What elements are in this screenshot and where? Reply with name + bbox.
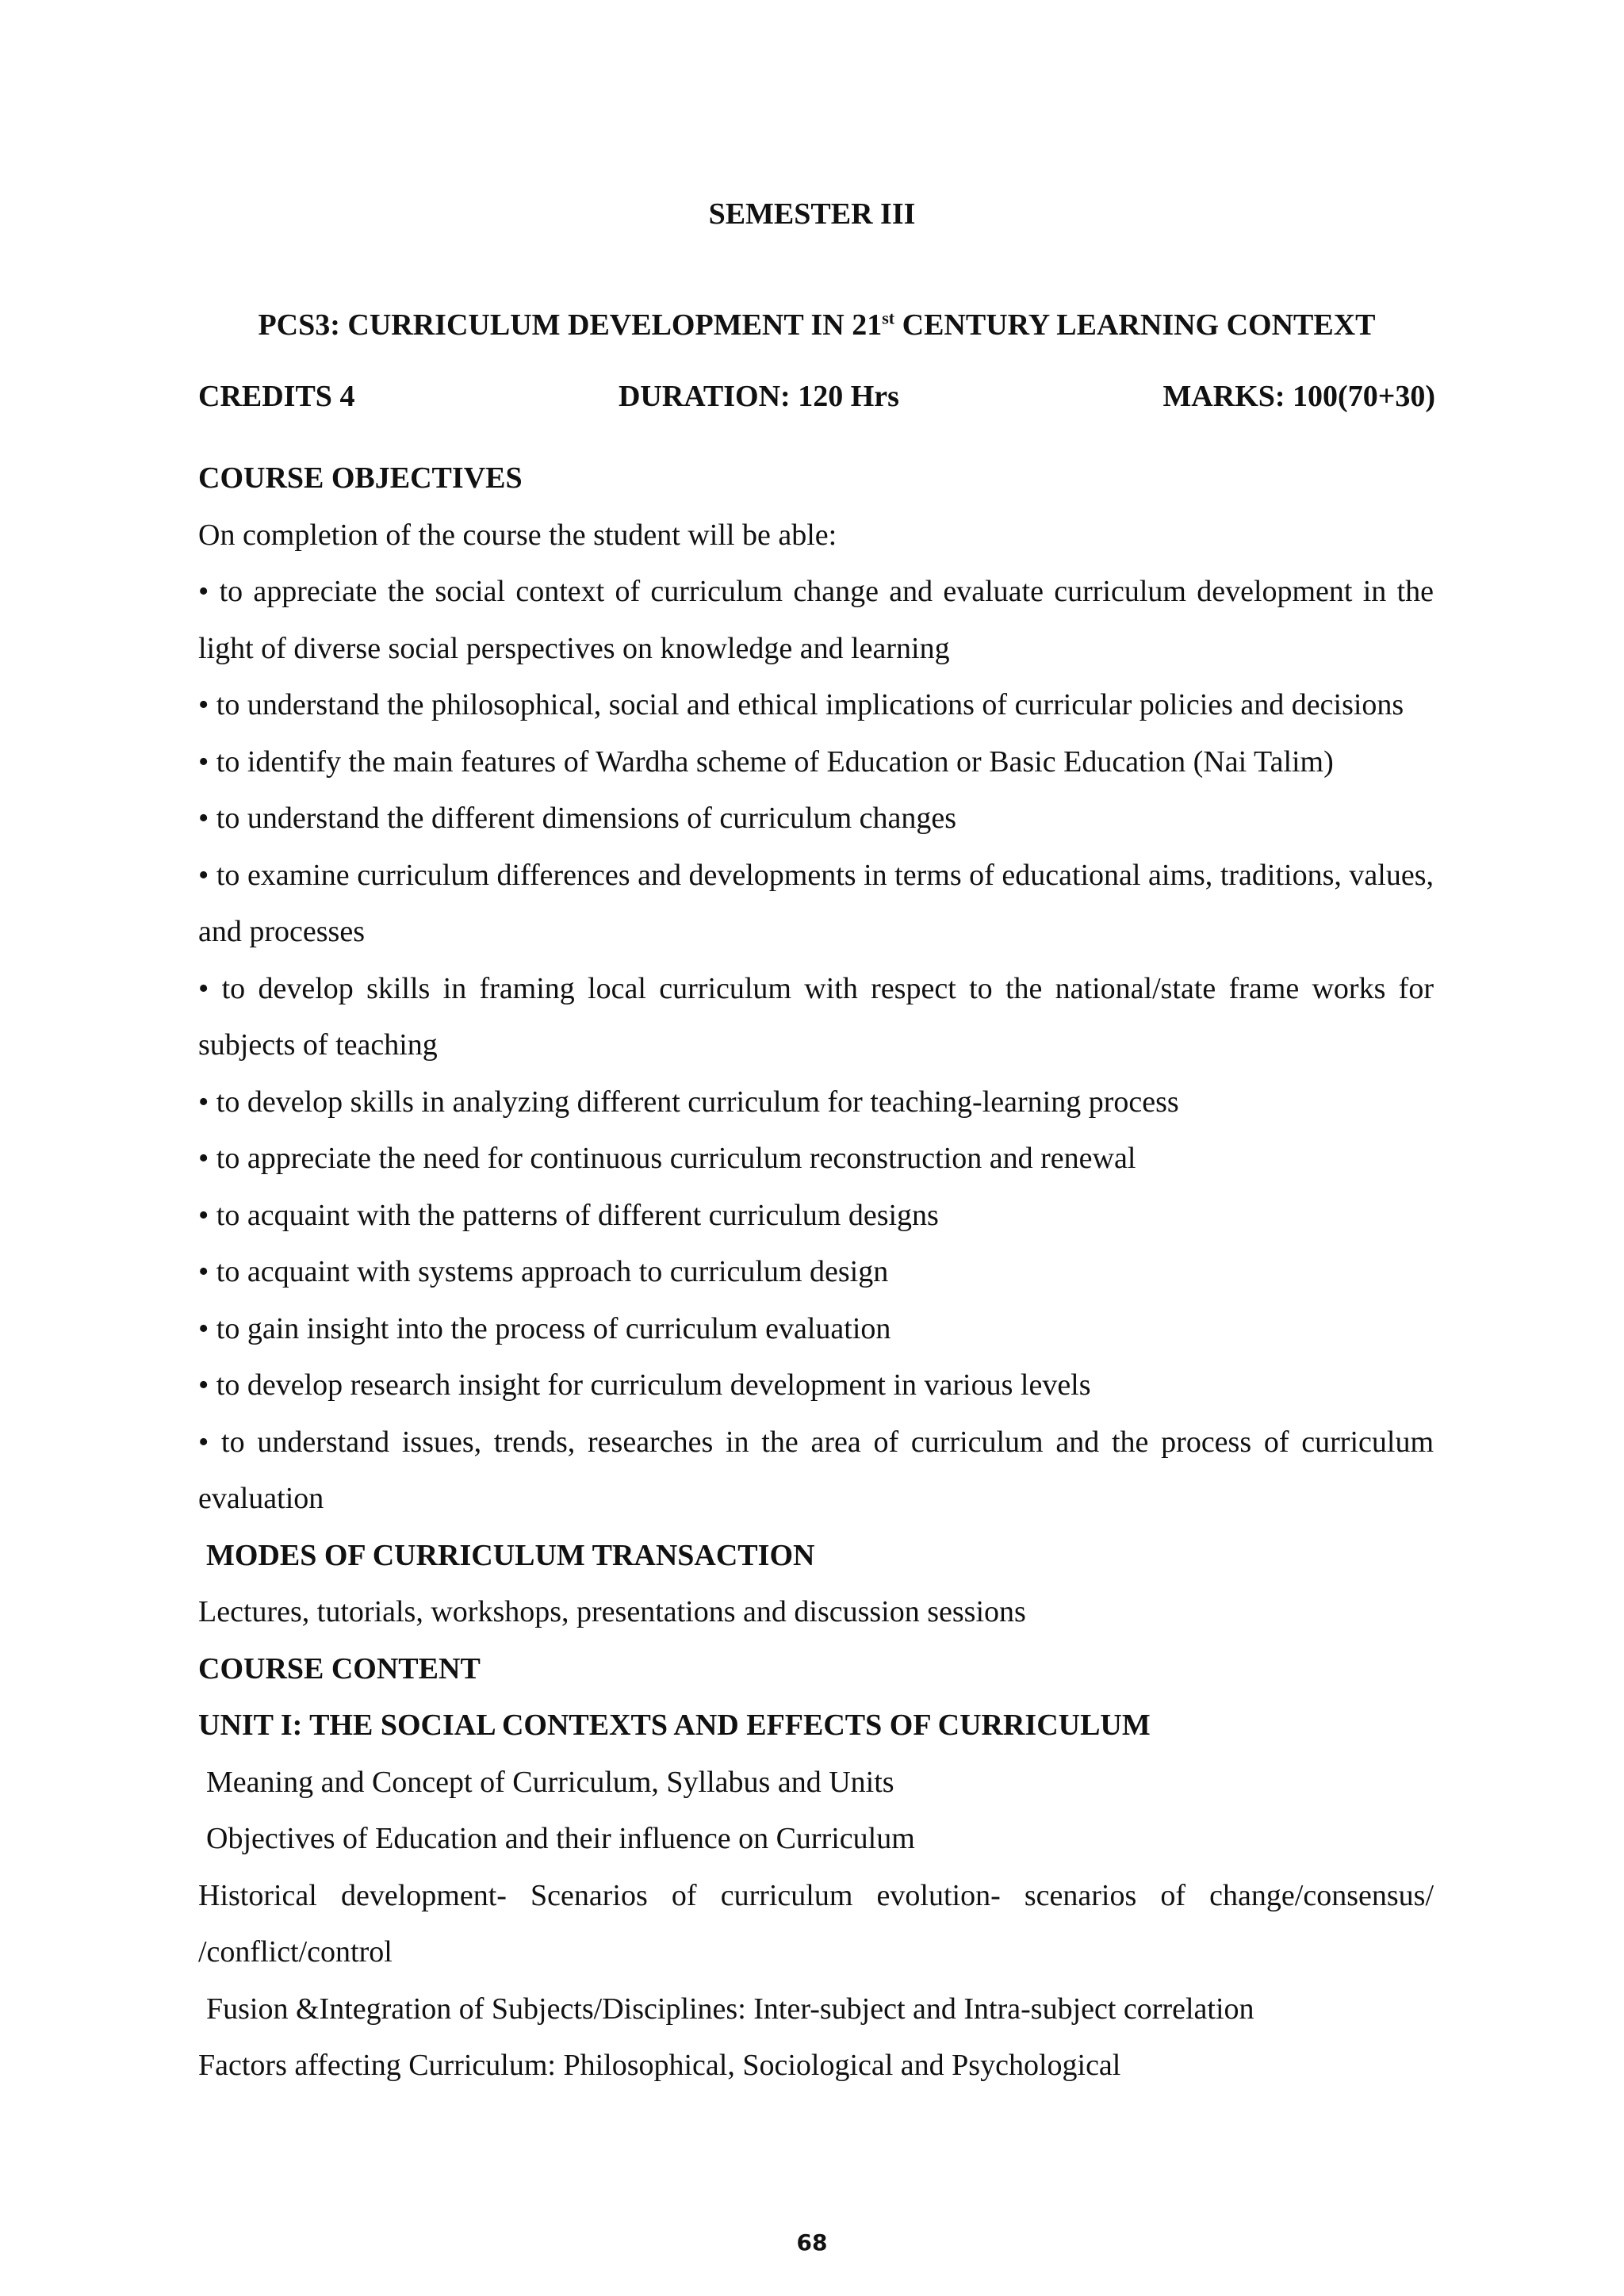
objective-item: • to develop skills in analyzing different curriculum for teaching-learning process [198, 1085, 1179, 1119]
objective-item: • to appreciate the social context of curriculum change and evaluate curriculum development in the light of diverse social perspectives on knowledge and learning [198, 575, 1434, 665]
page-number: 68 [796, 2229, 828, 2256]
modes-text: Lectures, tutorials, workshops, presentations and discussion sessions [198, 1595, 1026, 1628]
objectives-list [198, 564, 1434, 1528]
unit1-item: Fusion &Integration of Subjects/Disciplines: Inter-subject and Intra-subject correlation [206, 1992, 1254, 2026]
objective-item: • to develop skills in framing local curriculum with respect to the national/state frame works for subjects of teaching [198, 971, 1434, 1062]
objective-item: • to identify the main features of Wardha scheme of Education or Basic Education (Nai Talim) [198, 744, 1334, 779]
marks-label: MARKS: 100(70+30) [1162, 380, 1435, 413]
unit1-item: Meaning and Concept of Curriculum, Syllabus and Units [206, 1765, 894, 1799]
objective-item: • to acquaint with systems approach to curriculum design [198, 1255, 889, 1288]
objective-item: • to understand the philosophical, social and ethical implications of curricular policies and decisions [198, 688, 1404, 721]
course-title-main: PCS3: CURRICULUM DEVELOPMENT IN 21 [258, 308, 883, 342]
semester-heading: SEMESTER III [708, 197, 916, 231]
objective-item: • to gain insight into the process of curriculum evaluation [198, 1311, 891, 1345]
objective-item: • to appreciate the need for continuous curriculum reconstruction and renewal [198, 1142, 1136, 1175]
course-meta-row [198, 379, 1435, 414]
objective-item: • to examine curriculum differences and developments in terms of educational aims, traditions, values, and processes [198, 858, 1434, 948]
duration-label: DURATION: 120 Hrs [618, 380, 899, 413]
objective-item: • to understand the different dimensions of curriculum changes [198, 802, 957, 835]
credits-label: CREDITS 4 [198, 380, 355, 413]
objective-item: • to understand issues, trends, researches in the area of curriculum and the process of curriculum evaluation [198, 1425, 1434, 1515]
modes-heading: MODES OF CURRICULUM TRANSACTION [206, 1538, 815, 1572]
unit1-heading: UNIT I: THE SOCIAL CONTEXTS AND EFFECTS OF CURRICULUM [198, 1709, 1151, 1742]
objectives-intro: On completion of the course the student will be able: [198, 518, 837, 552]
unit1-item: Factors affecting Curriculum: Philosophical, Sociological and Psychological [198, 2049, 1121, 2082]
objectives-heading: COURSE OBJECTIVES [198, 461, 523, 495]
course-title [198, 308, 1435, 342]
course-title-rest: CENTURY LEARNING CONTEXT [894, 308, 1376, 342]
objective-item: • to acquaint with the patterns of different curriculum designs [198, 1198, 939, 1232]
course-title-superscript: st [882, 308, 895, 328]
unit1-item: Historical development- Scenarios of curriculum evolution- scenarios of change/consensus/ /conflict/control [198, 1878, 1434, 1969]
course-content-heading: COURSE CONTENT [198, 1651, 481, 1686]
document-body [198, 450, 1434, 2095]
unit1-item: Objectives of Education and their influence on Curriculum [206, 1822, 915, 1855]
unit1-list [198, 1755, 1434, 2095]
objective-item: • to develop research insight for curriculum development in various levels [198, 1368, 1091, 1402]
